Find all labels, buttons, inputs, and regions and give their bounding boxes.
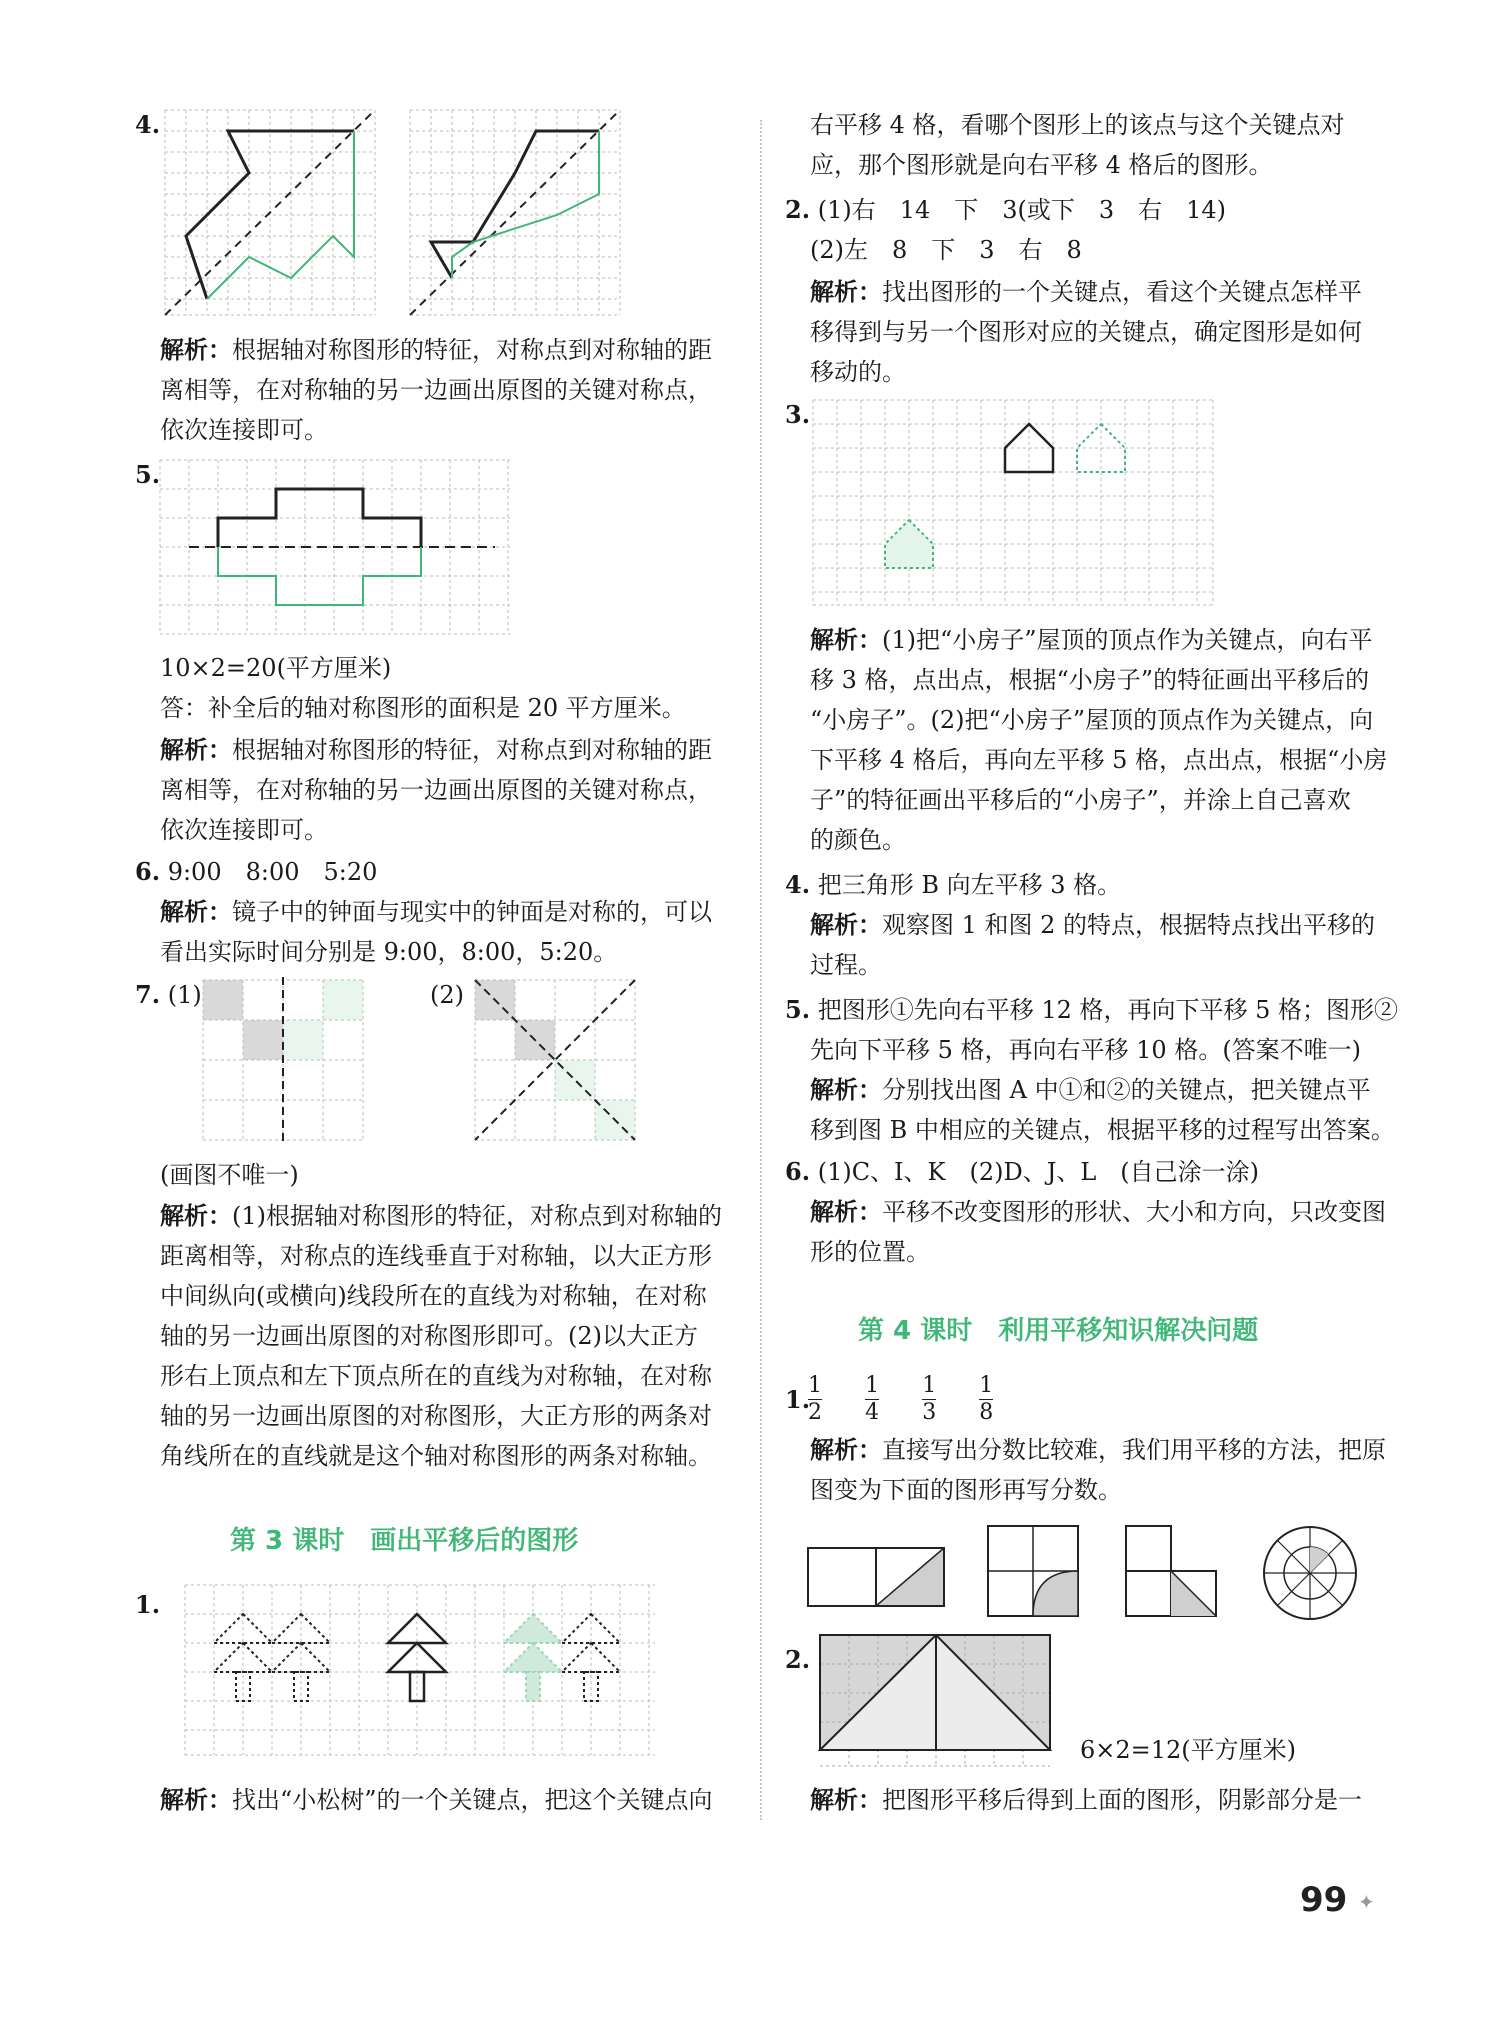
text-line: 右平移 4 格，看哪个图形上的该点与这个关键点对 [810, 111, 1345, 139]
fraction: $\frac{1}{3}$ [922, 1373, 937, 1425]
column-divider [760, 120, 762, 1820]
q7-number: 7. [135, 980, 161, 1009]
q7-part1-label [135, 975, 202, 1015]
analysis-line: 平移不改变图形的形状、大小和方向，只改变图 [882, 1198, 1386, 1226]
analysis-label: 解析： [810, 1785, 882, 1814]
s4q1-analysis [810, 1430, 1386, 1510]
q4-analysis [160, 330, 712, 450]
section-3-title: 第 3 课时 画出平移后的图形 [230, 1526, 579, 1556]
analysis-line: 轴的另一边画出原图的对称图形，大正方形的两条对 [160, 1402, 712, 1430]
r-q5-row [785, 990, 1398, 1030]
s4q2-number: 2. [785, 1645, 811, 1674]
r-q5-number: 5. [785, 995, 811, 1024]
right-continuation [810, 105, 1345, 185]
analysis-line: 镜子中的钟面与现实中的钟面是对称的，可以 [232, 898, 712, 926]
analysis-line: 找出“小松树”的一个关键点，把这个关键点向 [232, 1786, 713, 1814]
analysis-line: 图变为下面的图形再写分数。 [810, 1476, 1122, 1504]
r-q2-answer-1: (1)右 14 下 3(或下 3 右 14) [817, 196, 1227, 224]
analysis-line: 距离相等，对称点的连线垂直于对称轴，以大正方形 [160, 1242, 712, 1270]
analysis-line: 根据轴对称图形的特征，对称点到对称轴的距 [232, 736, 712, 764]
analysis-line: 观察图 1 和图 2 的特点，根据特点找出平移的 [882, 911, 1376, 939]
fraction: $\frac{1}{8}$ [979, 1373, 994, 1425]
analysis-label: 解析： [160, 735, 232, 764]
analysis-line: 下平移 4 格后，再向左平移 5 格，点出点，根据“小房 [810, 746, 1388, 774]
q6-answer-row [135, 852, 377, 892]
q5-answer: 答：补全后的轴对称图形的面积是 20 平方厘米。 [160, 694, 686, 722]
r-q4-row [785, 865, 1121, 905]
analysis-line: 移动的。 [810, 358, 906, 386]
analysis-line: (1)把“小房子”屋顶的顶点作为关键点，向右平 [882, 626, 1373, 654]
r-q3-number: 3. [785, 400, 811, 429]
s3q1-number: 1. [135, 1590, 161, 1619]
page-number: 99 [1300, 1880, 1348, 1920]
q6-number: 6. [135, 857, 161, 886]
analysis-label: 解析： [810, 1435, 882, 1464]
s4q2-calc: 6×2=12(平方厘米) [1080, 1736, 1297, 1764]
r-q5-answer-2: 先向下平移 5 格，再向右平移 10 格。(答案不唯一) [810, 1036, 1362, 1064]
analysis-line: 子”的特征画出平移后的“小房子”，并涂上自己喜欢 [810, 786, 1351, 814]
analysis-line: 移 3 格，点出点，根据“小房子”的特征画出平移后的 [810, 666, 1370, 694]
r-q4-answer: 把三角形 B 向左平移 3 格。 [817, 871, 1122, 899]
r-q6-answer: (1)C、I、K (2)D、J、L (自己涂一涂) [817, 1158, 1259, 1186]
text-line: 应，那个图形就是向右平移 4 格后的图形。 [810, 151, 1273, 179]
q7-part1: (1) [167, 981, 202, 1009]
q4-number: 4. [135, 110, 161, 139]
star-icon: ✦ [1358, 1890, 1375, 1914]
analysis-line: 中间纵向(或横向)线段所在的直线为对称轴，在对称 [160, 1282, 707, 1310]
q7-figure-1 [198, 975, 368, 1145]
analysis-line: 过程。 [810, 951, 882, 979]
s4q2-analysis [810, 1780, 1362, 1820]
s3q1-analysis [160, 1780, 713, 1820]
q5-number: 5. [135, 460, 161, 489]
analysis-line: 的颜色。 [810, 826, 906, 854]
analysis-label: 解析： [810, 1197, 882, 1226]
analysis-label: 解析： [810, 625, 882, 654]
r-q2-line1 [785, 190, 1226, 230]
analysis-label: 解析： [160, 335, 232, 364]
s4q1-fractions [808, 1375, 1031, 1424]
analysis-line: (1)根据轴对称图形的特征，对称点到对称轴的 [232, 1202, 722, 1230]
r-q6-analysis [810, 1192, 1386, 1272]
r-q3-figure [808, 395, 1218, 610]
section-4-title: 第 4 课时 利用平移知识解决问题 [858, 1316, 1259, 1346]
q4-figure-2 [405, 105, 625, 320]
s3q1-figure [180, 1580, 660, 1760]
analysis-line: 离相等，在对称轴的另一边画出原图的关键对称点， [160, 376, 712, 404]
analysis-line: 角线所在的直线就是这个轴对称图形的两条对称轴。 [160, 1442, 712, 1470]
q7-analysis [160, 1196, 722, 1476]
r-q4-analysis [810, 905, 1375, 985]
analysis-line: 直接写出分数比较难，我们用平移的方法，把原 [882, 1436, 1386, 1464]
analysis-label: 解析： [160, 1785, 232, 1814]
analysis-line: 轴的另一边画出原图的对称图形即可。(2)以大正方 [160, 1322, 698, 1350]
analysis-line: 分别找出图 A 中①和②的关键点，把关键点平 [882, 1076, 1371, 1104]
analysis-line: 依次连接即可。 [160, 816, 328, 844]
analysis-label: 解析： [160, 1201, 232, 1230]
analysis-line: 移到图 B 中相应的关键点，根据平移的过程写出答案。 [810, 1116, 1395, 1144]
analysis-line: “小房子”。(2)把“小房子”屋顶的顶点作为关键点，向 [810, 706, 1374, 734]
q7-part2: (2) [430, 981, 464, 1009]
r-q2-analysis [810, 272, 1362, 392]
q5-figure [155, 455, 515, 645]
r-q2-answer-2: (2)左 8 下 3 右 8 [810, 236, 1082, 264]
q4-figure-1 [160, 105, 380, 320]
analysis-line: 离相等，在对称轴的另一边画出原图的关键对称点， [160, 776, 712, 804]
q5-analysis [160, 730, 712, 850]
r-q6-row [785, 1152, 1259, 1192]
analysis-line: 移得到与另一个图形对应的关键点，确定图形是如何 [810, 318, 1362, 346]
fraction: $\frac{1}{4}$ [865, 1373, 880, 1425]
analysis-line: 把图形平移后得到上面的图形，阴影部分是一 [882, 1786, 1362, 1814]
s4q1-number: 1. [785, 1385, 811, 1414]
q6-analysis [160, 892, 712, 972]
fraction: $\frac{1}{2}$ [808, 1373, 822, 1425]
analysis-line: 找出图形的一个关键点，看这个关键点怎样平 [882, 278, 1362, 306]
analysis-line: 依次连接即可。 [160, 416, 328, 444]
r-q2-number: 2. [785, 195, 811, 224]
q7-figure-2 [470, 975, 640, 1145]
analysis-line: 看出实际时间分别是 9:00，8:00，5:20。 [160, 938, 618, 966]
s4q1-figures [805, 1520, 1365, 1630]
r-q4-number: 4. [785, 870, 811, 899]
r-q5-analysis [810, 1070, 1395, 1150]
r-q3-analysis [810, 620, 1387, 860]
analysis-label: 解析： [160, 897, 232, 926]
analysis-line: 形的位置。 [810, 1238, 930, 1266]
q6-answer: 9:00 8:00 5:20 [167, 858, 378, 886]
analysis-label: 解析： [810, 277, 882, 306]
analysis-line: 根据轴对称图形的特征，对称点到对称轴的距 [232, 336, 712, 364]
r-q5-answer-1: 把图形①先向右平移 12 格，再向下平移 5 格；图形② [817, 996, 1399, 1024]
q5-calc: 10×2=20(平方厘米) [160, 654, 392, 682]
q7-note: (画图不唯一) [160, 1161, 299, 1189]
analysis-label: 解析： [810, 1075, 882, 1104]
analysis-label: 解析： [810, 910, 882, 939]
analysis-line: 形右上顶点和左下顶点所在的直线为对称轴，在对称 [160, 1362, 712, 1390]
r-q6-number: 6. [785, 1157, 811, 1186]
s4q2-figure [815, 1630, 1060, 1770]
